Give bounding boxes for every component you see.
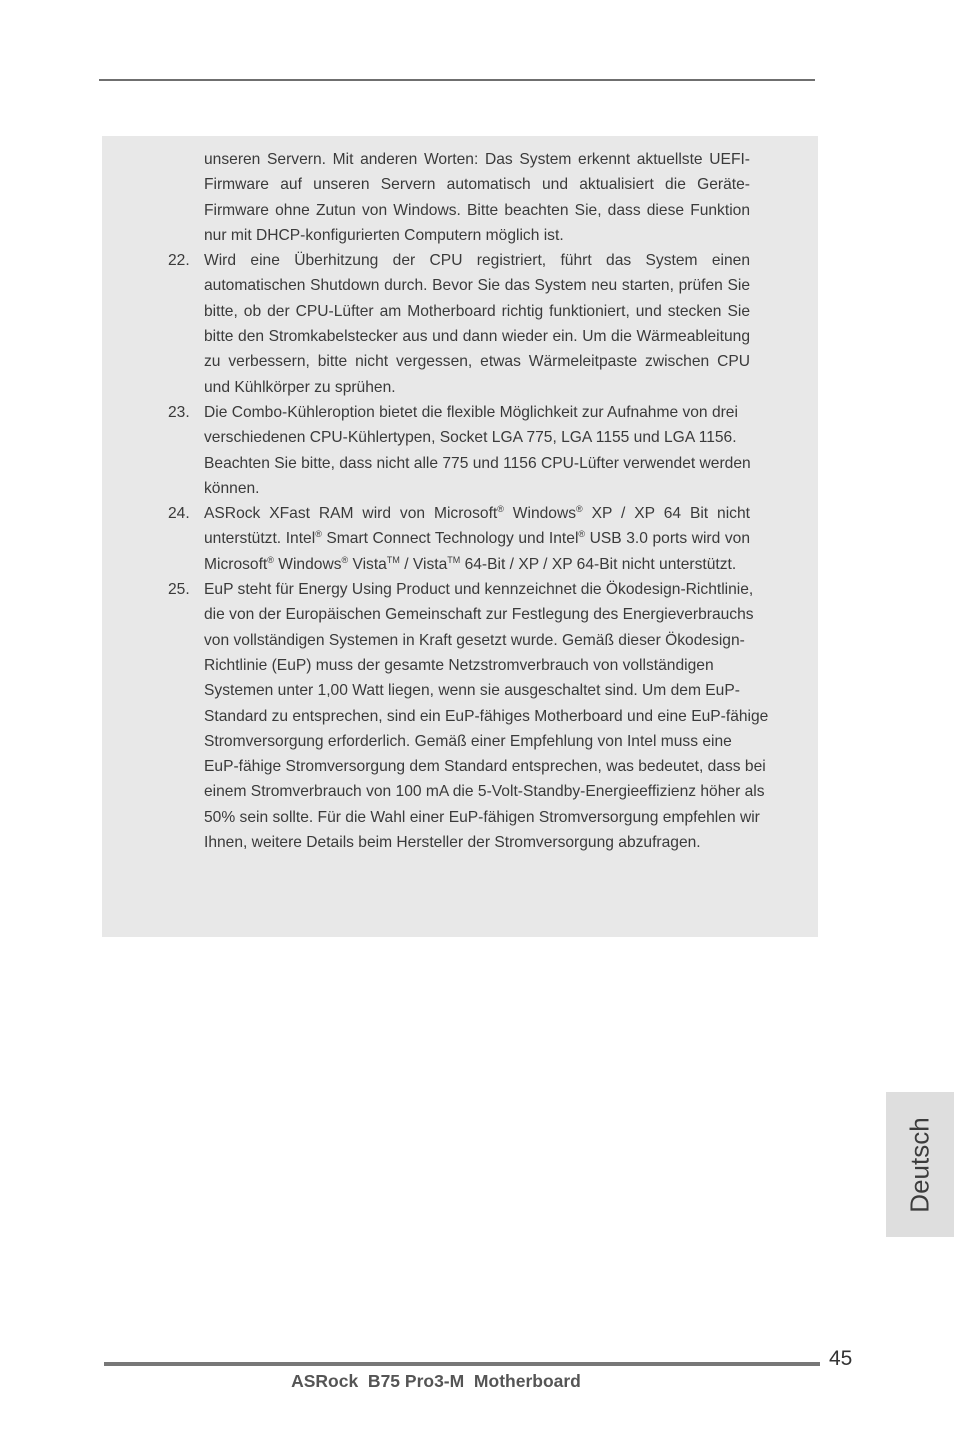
trademark-mark: TM	[447, 554, 461, 565]
note-number: 24.	[168, 505, 190, 523]
registered-mark: ®	[267, 554, 274, 565]
note-text-segment: Smart Connect Technology und Intel	[321, 530, 579, 548]
note-text: Die Combo-Kühleroption bietet die flexible Möglichkeit zur Aufnahme von drei verschiedenen CPU-Kühlertypen, Socket LGA 775, LGA 1155 und LGA 1156. Beachten Sie bitte, dass nicht alle 775 und 1156 CPU-Lüfter verwendet werden können.	[204, 403, 751, 497]
footer-title: ASRock B75 Pro3-M Motherboard	[291, 1371, 581, 1391]
note-text: EuP steht für Energy Using Product und kennzeichnet die Ökodesign-Richtlinie, die von der Europäischen Gemeinschaft zur Festlegung des Energieverbrauchs von vollständigen Systemen in Kraft gesetzt wurde. Gemäß dieser Ökodesign-Richtlinie (EuP) muss der gesamte Netzstromverbrauch von vollständigen Systemen unter 1,00 Watt liegen, wenn sie ausgeschaltet sind. Um dem EuP-Standard zu entsprechen, sind ein EuP-fähiges Motherboard und eine EuP-fähige Stromversorgung erforderlich. Gemäß einer Empfehlung von Intel muss eine EuP-fähige Stromversorgung dem Standard entsprechen, was bedeutet, dass bei einem Stromverbrauch von 100 mA die 5-Volt-Standby-Energieeffizienz höher als 50% sein sollte. Für die Wahl einer EuP-fähigen Stromversorgung empfehlen wir Ihnen, weitere Details beim Hersteller der Stromversorgung abzufragen.	[204, 581, 769, 852]
note-number: 25.	[168, 581, 190, 599]
note-text-segment: 64-Bit / XP / XP 64-Bit nicht unterstützt.	[460, 555, 737, 573]
note-text-segment: XP / XP 64 Bit nicht unterstützt. Intel	[204, 505, 750, 548]
note-text-segment: Windows	[503, 505, 577, 523]
trademark-mark: TM	[386, 554, 400, 565]
header-rule	[99, 79, 815, 81]
registered-mark: ®	[576, 504, 583, 515]
note-number: 23.	[168, 403, 190, 421]
note-text-segment: ASRock XFast RAM wird von Microsoft	[204, 505, 498, 523]
registered-mark: ®	[341, 554, 349, 565]
continuation-paragraph: unseren Servern. Mit anderen Worten: Das System erkennt aktuellste UEFI-Firmware auf unseren Servern automatisch und aktualisiert die Geräte-Firmware ohne Zutun von Windows. Bitte beachten Sie, dass diese Funktion nur mit DHCP-konfigurierten Computern möglich ist.	[204, 151, 750, 244]
registered-mark: ®	[497, 504, 504, 515]
registered-mark: ®	[578, 529, 586, 540]
note-text: Wird eine Überhitzung der CPU registriert, führt das System einen automatischen Shutdown durch. Bevor Sie das System neu starten, prüfen Sie bitte, ob der CPU-Lüfter am Motherboard richtig funktioniert, und stecken Sie bitte den Stromkabelstecker aus und dann wieder ein. Um die Wärmeableitung zu verbessern, bitte nicht vergessen, etwas Wärmeleitpaste zwischen CPU und Kühlkörper zu sprühen.	[204, 252, 750, 396]
note-text-segment: / Vista	[399, 555, 448, 573]
note-item-25	[168, 577, 769, 855]
note-text-segment: Vista	[348, 555, 387, 573]
note-text	[204, 501, 750, 577]
note-number: 22.	[168, 252, 190, 270]
note-item-22	[168, 248, 750, 400]
note-item-23	[168, 400, 751, 501]
note-item-24	[168, 501, 750, 577]
page-number: 45	[829, 1347, 853, 1370]
registered-mark: ®	[315, 529, 322, 540]
notes-list	[168, 147, 769, 855]
language-tab	[886, 1092, 954, 1237]
note-text-segment: Windows	[273, 555, 342, 573]
note-text-segment: USB 3.0 ports wird von Microsoft	[204, 530, 750, 573]
footer-rule	[104, 1362, 820, 1366]
language-tab-label: Deutsch	[904, 1116, 935, 1213]
